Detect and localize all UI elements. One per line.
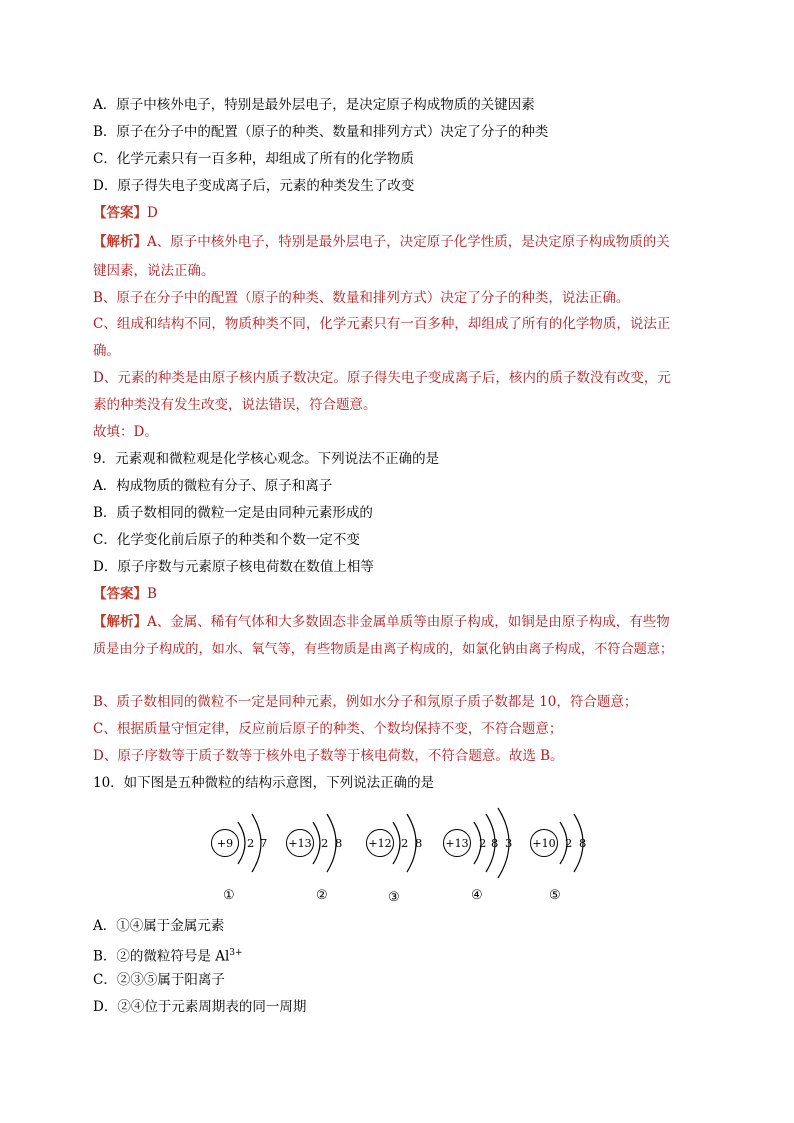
electron-count: 3 bbox=[505, 836, 513, 850]
charge-superscript: 3+ bbox=[229, 948, 243, 958]
particle-label-2: ② bbox=[316, 888, 328, 903]
nucleus-5: +10 bbox=[530, 829, 558, 857]
q8-analysis-line-3: B、原子在分子中的配置（原子的种类、数量和排列方式）决定了分子的种类，说法正确。 bbox=[93, 290, 630, 306]
answer-tag: 【答案】 bbox=[93, 205, 147, 221]
nucleus-1: +9 bbox=[211, 829, 239, 857]
particle-label-5: ⑤ bbox=[549, 888, 561, 903]
analysis-tag: 【解析】 bbox=[93, 614, 147, 630]
q10-option-b bbox=[93, 943, 243, 967]
q9-analysis-line-3: B、质子数相同的微粒不一定是同种元素，例如水分子和氖原子质子数都是 10，符合题意； bbox=[93, 694, 638, 710]
q10-option-d: D．②④位于元素周期表的同一周期 bbox=[93, 999, 307, 1015]
electron-count: 8 bbox=[335, 836, 343, 850]
answer-value: B bbox=[147, 586, 157, 602]
nucleus-3: +12 bbox=[366, 829, 394, 857]
electron-count: 8 bbox=[415, 836, 423, 850]
q8-option-b: B．原子在分子中的配置（原子的种类、数量和排列方式）决定了分子的种类 bbox=[93, 124, 549, 140]
particle-label-3: ③ bbox=[388, 890, 400, 905]
option-b-text: B．②的微粒符号是 Al bbox=[93, 948, 230, 965]
electron-count: 8 bbox=[491, 836, 499, 850]
analysis-text: A、金属、稀有气体和大多数固态非金属单质等由原子构成，如铜是由原子构成，有些物 bbox=[147, 614, 670, 630]
q8-analysis-line-8: 故填：D。 bbox=[93, 424, 158, 440]
q8-analysis-line-7: 素的种类没有发生改变，说法错误，符合题意。 bbox=[93, 397, 377, 413]
electron-count: 2 bbox=[565, 836, 573, 850]
q10-option-c: C．②③⑤属于阳离子 bbox=[93, 972, 225, 988]
q8-analysis-line-2: 键因素，说法正确。 bbox=[93, 263, 215, 279]
q10-option-a: A．①④属于金属元素 bbox=[93, 918, 225, 934]
electron-count: 2 bbox=[401, 836, 409, 850]
analysis-tag: 【解析】 bbox=[93, 234, 147, 250]
q10-stem: 10．如下图是五种微粒的结构示意图，下列说法正确的是 bbox=[93, 775, 435, 791]
q8-analysis-line-4: C、组成和结构不同，物质种类不同，化学元素只有一百多种，却组成了所有的化学物质，说法正 bbox=[93, 316, 671, 332]
q8-option-c: C．化学元素只有一百多种，却组成了所有的化学物质 bbox=[93, 151, 414, 167]
answer-tag: 【答案】 bbox=[93, 586, 147, 602]
electron-count: 8 bbox=[579, 836, 587, 850]
q8-option-a: A．原子中核外电子，特别是最外层电子，是决定原子构成物质的关键因素 bbox=[93, 97, 535, 113]
electron-count: 7 bbox=[260, 836, 268, 850]
q9-analysis-line-2: 质是由分子构成的，如水、氧气等，有些物质是由离子构成的，如氯化钠由离子构成，不符合题意； bbox=[93, 642, 674, 657]
q9-stem: 9．元素观和微粒观是化学核心观念。下列说法不正确的是 bbox=[93, 451, 440, 467]
q9-analysis-line-5: D、原子序数等于质子数等于核外电子数等于核电荷数，不符合题意。故选 B。 bbox=[93, 748, 564, 764]
q8-analysis-line-5: 确。 bbox=[93, 343, 120, 359]
particle-label-1: ① bbox=[223, 888, 235, 903]
q9-analysis-line-4: C、根据质量守恒定律，反应前后原子的种类、个数均保持不变，不符合题意； bbox=[93, 721, 563, 737]
q8-analysis-line-6: D、元素的种类是由原子核内质子数决定。原子得失电子变成离子后，核内的质子数没有改变，元 bbox=[93, 370, 671, 386]
analysis-text: A、原子中核外电子，特别是最外层电子，决定原子化学性质，是决定原子构成物质的关 bbox=[147, 234, 670, 250]
answer-value: D bbox=[147, 205, 158, 221]
electron-count: 2 bbox=[321, 836, 329, 850]
nucleus-4: +13 bbox=[443, 829, 471, 857]
electron-count: 2 bbox=[479, 836, 487, 850]
q9-option-d: D．原子序数与元素原子核电荷数在数值上相等 bbox=[93, 559, 374, 575]
q9-option-b: B．质子数相同的微粒一定是由同种元素形成的 bbox=[93, 505, 373, 521]
q9-option-a: A．构成物质的微粒有分子、原子和离子 bbox=[93, 478, 333, 494]
q8-option-d: D．原子得失电子变成离子后，元素的种类发生了改变 bbox=[93, 178, 415, 194]
electron-count: 2 bbox=[247, 836, 255, 850]
particle-label-4: ④ bbox=[471, 888, 483, 903]
nucleus-2: +13 bbox=[286, 829, 314, 857]
q9-option-c: C．化学变化前后原子的种类和个数一定不变 bbox=[93, 532, 360, 548]
